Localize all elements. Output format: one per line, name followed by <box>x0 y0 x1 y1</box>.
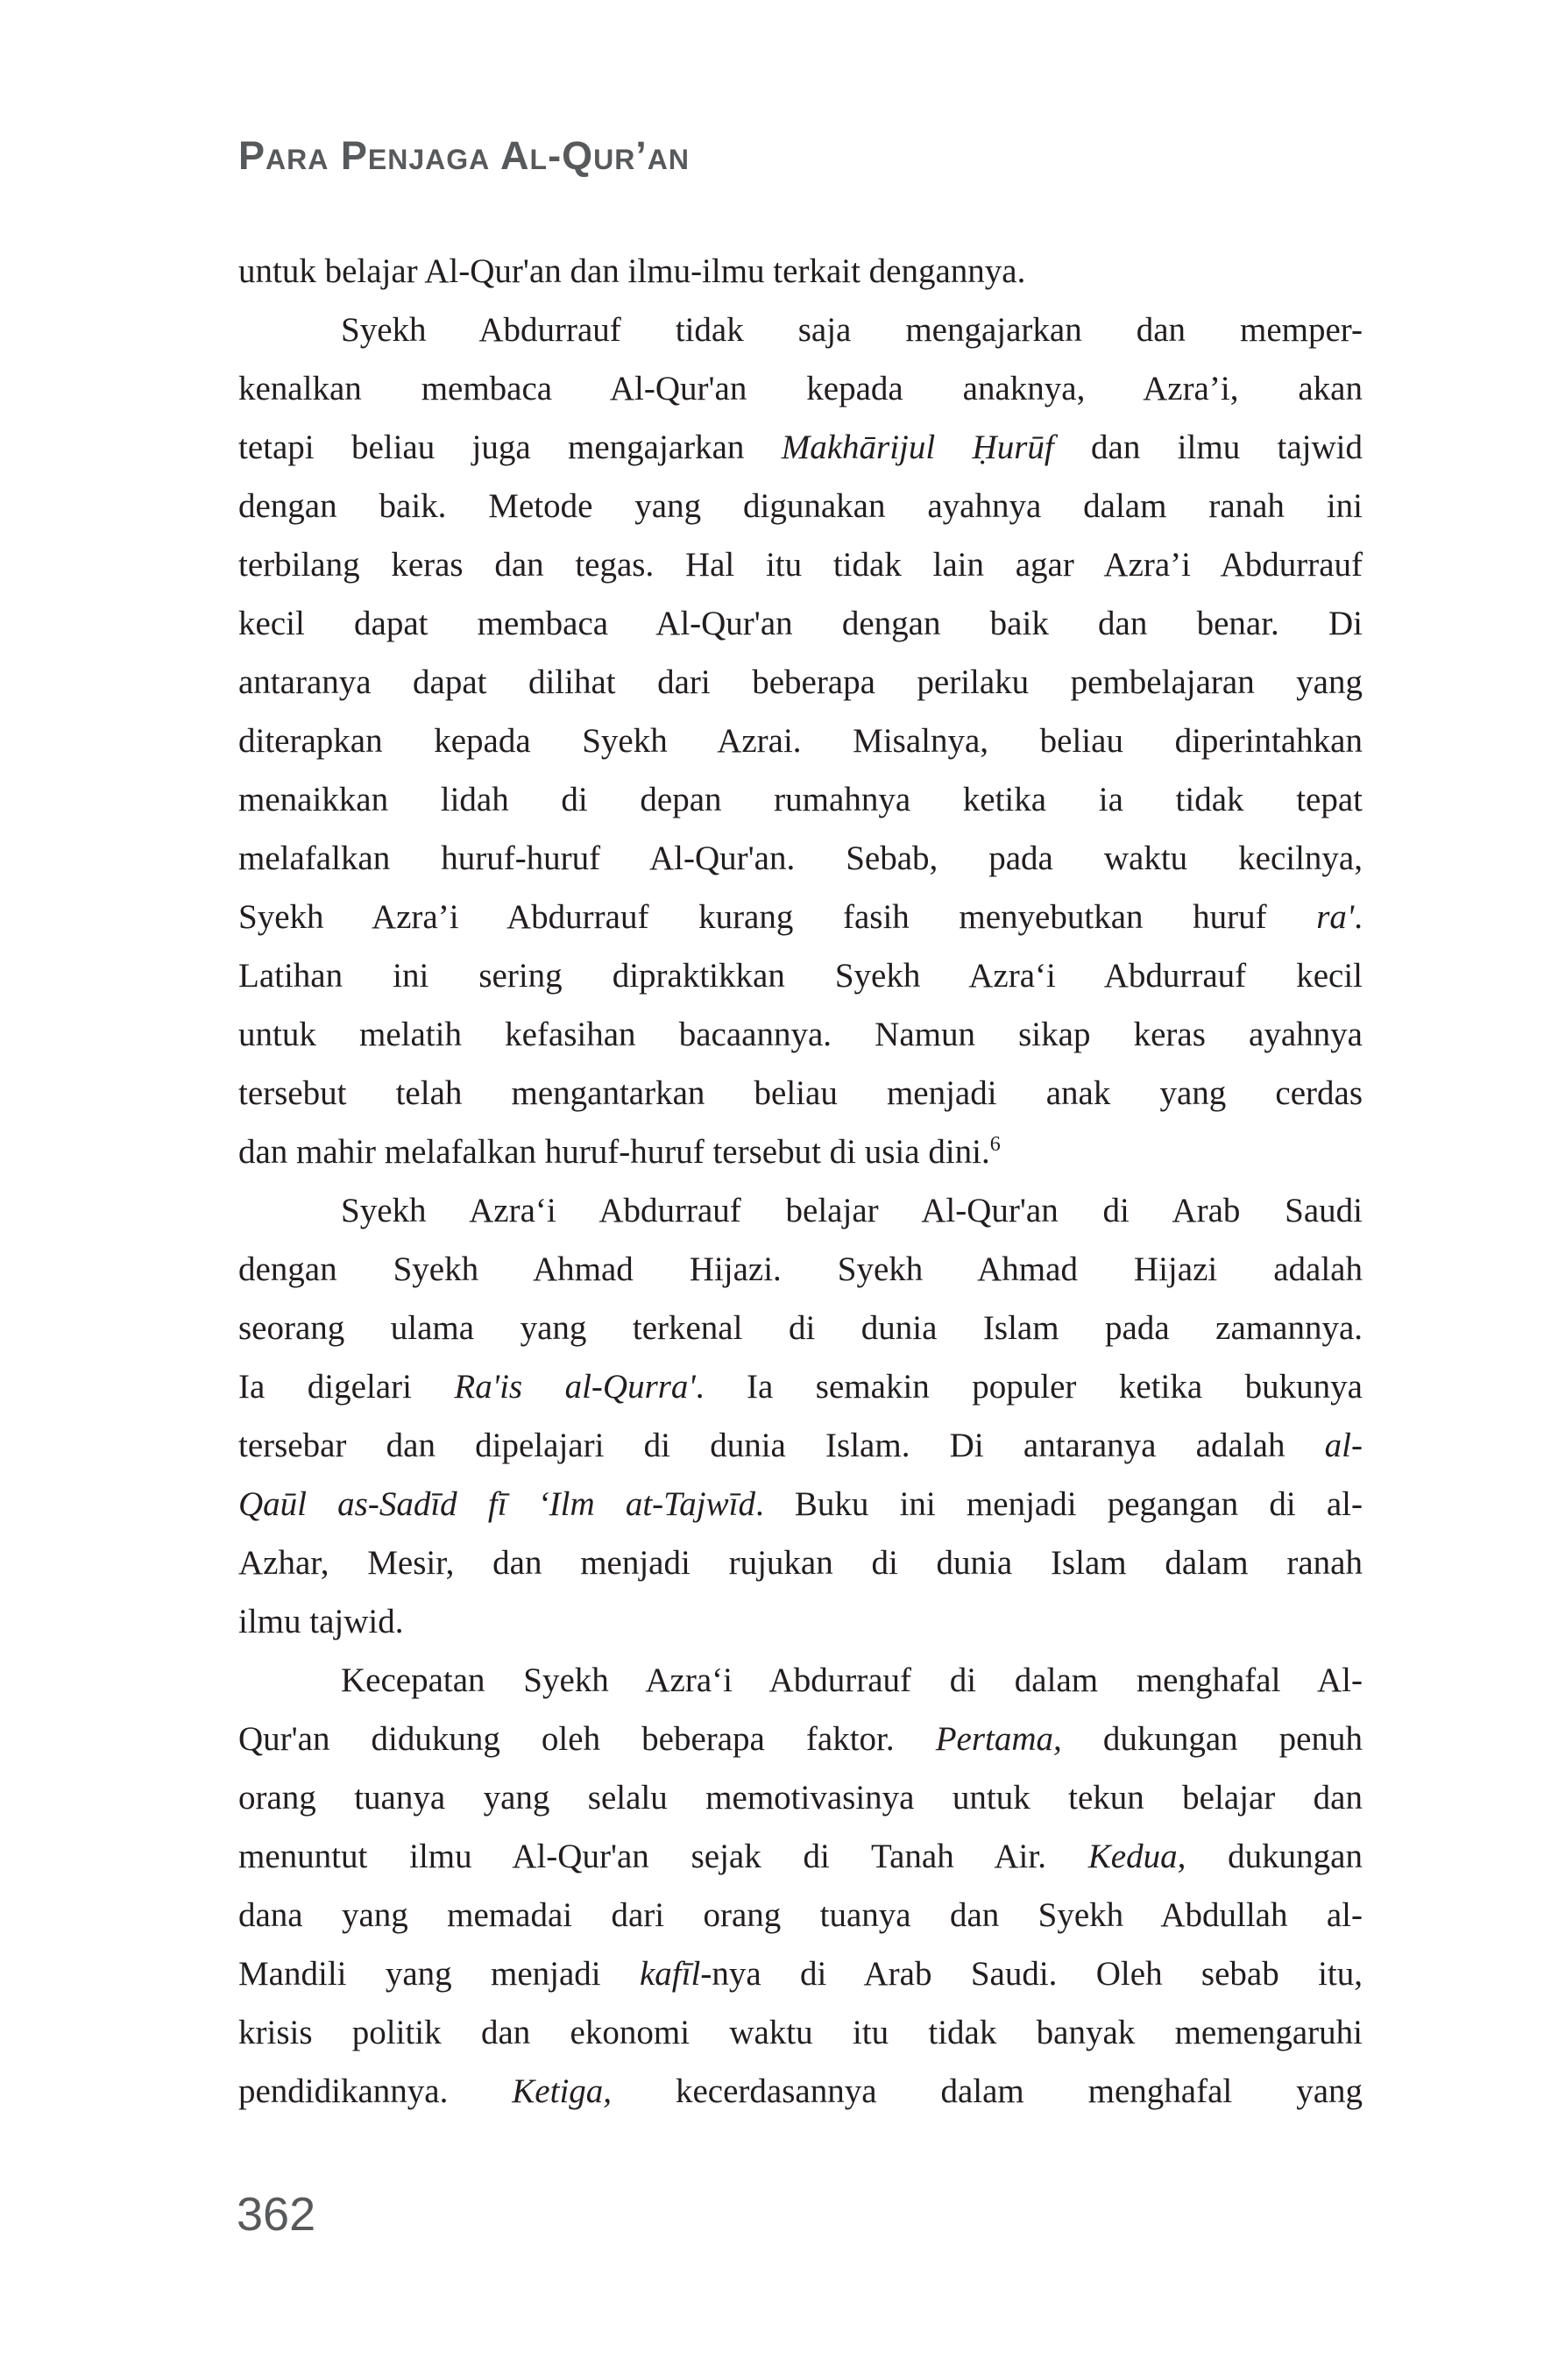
text-line <box>238 1710 1363 1768</box>
text-run: . <box>1354 898 1363 936</box>
text-run: Qaūl as-Sadīd fī ‘Ilm at-Tajwīd <box>238 1485 755 1523</box>
text-run: tetapi beliau juga mengajarkan <box>238 429 782 466</box>
text-run: Ra'is al-Qurra' <box>454 1368 696 1406</box>
text-line <box>238 770 1363 829</box>
text-line <box>238 829 1363 888</box>
text-line <box>238 1123 1363 1181</box>
text-run: dan mahir melafalkan huruf-huruf tersebut di usia dini. <box>238 1133 990 1171</box>
text-line <box>238 1357 1363 1416</box>
text-run: . Buku ini menjadi pegangan di al- <box>754 1485 1363 1523</box>
text-run: al- <box>1324 1427 1363 1464</box>
text-line <box>238 2003 1363 2062</box>
text-line <box>238 1005 1363 1064</box>
page-number: 362 <box>237 2188 316 2241</box>
text-run: untuk belajar Al-Qur'an dan ilmu-ilmu terkait dengannya. <box>238 252 1026 290</box>
text-line <box>238 242 1363 301</box>
text-run: menuntut ilmu Al-Qur'an sejak di Tanah Air. <box>238 1838 1088 1875</box>
text-line <box>238 1064 1363 1123</box>
text-line <box>238 1534 1363 1592</box>
text-run: ra' <box>1316 898 1355 936</box>
text-run: untuk melatih kefasihan bacaannya. Namun sikap keras ayahnya <box>238 1016 1363 1053</box>
text-run: tersebar dan dipelajari di dunia Islam. Di antaranya adalah <box>238 1427 1325 1464</box>
text-run: diterapkan kepada Syekh Azrai. Misalnya, beliau diperintahkan <box>238 722 1363 760</box>
text-line <box>238 2062 1363 2121</box>
running-header: Para Penjaga Al-Qur’an <box>238 133 691 178</box>
text-line <box>238 594 1363 653</box>
text-run: krisis politik dan ekonomi waktu itu tidak banyak memengaruhi <box>238 2014 1363 2051</box>
text-line <box>238 359 1363 418</box>
text-run: kecerdasannya dalam menghafal yang <box>612 2072 1363 2110</box>
paragraph <box>238 301 1363 1181</box>
text-run: ilmu tajwid. <box>238 1603 404 1640</box>
text-line <box>238 1299 1363 1357</box>
text-line <box>238 1651 1363 1710</box>
paragraph <box>238 242 1363 301</box>
text-run: . Ia semakin populer ketika bukunya <box>695 1368 1363 1406</box>
text-run: Syekh Abdurrauf tidak saja mengajarkan dan memper- <box>341 311 1363 349</box>
text-run: kafīl <box>640 1955 701 1993</box>
text-line <box>238 1827 1363 1886</box>
text-run: dan ilmu tajwid <box>1053 429 1363 466</box>
footnote-marker: 6 <box>989 1133 1001 1156</box>
text-line <box>238 653 1363 712</box>
text-run: Ketiga, <box>512 2072 613 2110</box>
text-run: antaranya dapat dilihat dari beberapa perilaku pembelajaran yang <box>238 663 1363 701</box>
text-line <box>238 535 1363 594</box>
text-run: Qur'an didukung oleh beberapa faktor. <box>238 1720 936 1758</box>
text-line <box>238 418 1363 477</box>
text-line <box>238 1181 1363 1240</box>
text-run: dana yang memadai dari orang tuanya dan Syekh Abdullah al- <box>238 1896 1363 1934</box>
text-run: melafalkan huruf-huruf Al-Qur'an. Sebab, pada waktu kecilnya, <box>238 839 1363 877</box>
text-run: menaikkan lidah di depan rumahnya ketika ia tidak tepat <box>238 781 1363 818</box>
text-run: pendidikannya. <box>238 2072 513 2110</box>
text-line <box>238 946 1363 1005</box>
text-run: seorang ulama yang terkenal di dunia Islam pada zamannya. <box>238 1309 1363 1347</box>
text-run: Syekh Azra‘i Abdurrauf belajar Al-Qur'an di Arab Saudi <box>341 1192 1363 1229</box>
text-run: Mandili yang menjadi <box>238 1955 640 1993</box>
text-run: Pertama, <box>935 1720 1062 1758</box>
text-line <box>238 1475 1363 1534</box>
body-text <box>238 242 1363 2121</box>
text-run: orang tuanya yang selalu memotivasinya untuk tekun belajar dan <box>238 1779 1363 1817</box>
text-run: terbilang keras dan tegas. Hal itu tidak lain agar Azra’i Abdurrauf <box>238 546 1363 584</box>
text-line <box>238 1886 1363 1944</box>
text-run: dengan Syekh Ahmad Hijazi. Syekh Ahmad Hijazi adalah <box>238 1250 1363 1288</box>
text-run: Kecepatan Syekh Azra‘i Abdurrauf di dalam menghafal Al- <box>341 1661 1363 1699</box>
text-line <box>238 1416 1363 1475</box>
text-line <box>238 1944 1363 2003</box>
text-line <box>238 1592 1363 1651</box>
paragraph <box>238 1181 1363 1651</box>
text-line <box>238 477 1363 535</box>
text-run: dengan baik. Metode yang digunakan ayahnya dalam ranah ini <box>238 487 1363 525</box>
text-run: Kedua, <box>1087 1838 1186 1875</box>
text-run: Syekh Azra’i Abdurrauf kurang fasih menyebutkan huruf <box>238 898 1317 936</box>
text-run: Ia digelari <box>238 1368 455 1406</box>
text-run: -nya di Arab Saudi. Oleh sebab itu, <box>700 1955 1363 1993</box>
text-line <box>238 1768 1363 1827</box>
text-run: dukungan penuh <box>1061 1720 1363 1758</box>
text-run: kenalkan membaca Al-Qur'an kepada anaknya, Azra’i, akan <box>238 370 1363 407</box>
text-line <box>238 1240 1363 1299</box>
text-run: Latihan ini sering dipraktikkan Syekh Azra‘i Abdurrauf kecil <box>238 957 1363 995</box>
text-run: tersebut telah mengantarkan beliau menjadi anak yang cerdas <box>238 1074 1363 1112</box>
text-line <box>238 888 1363 946</box>
text-run: Azhar, Mesir, dan menjadi rujukan di dunia Islam dalam ranah <box>238 1544 1363 1582</box>
text-run: Makhārijul Ḥurūf <box>781 429 1054 466</box>
text-line <box>238 712 1363 770</box>
text-run: kecil dapat membaca Al-Qur'an dengan baik dan benar. Di <box>238 605 1363 642</box>
text-line <box>238 301 1363 359</box>
text-run: dukungan <box>1186 1838 1363 1875</box>
paragraph <box>238 1651 1363 2121</box>
